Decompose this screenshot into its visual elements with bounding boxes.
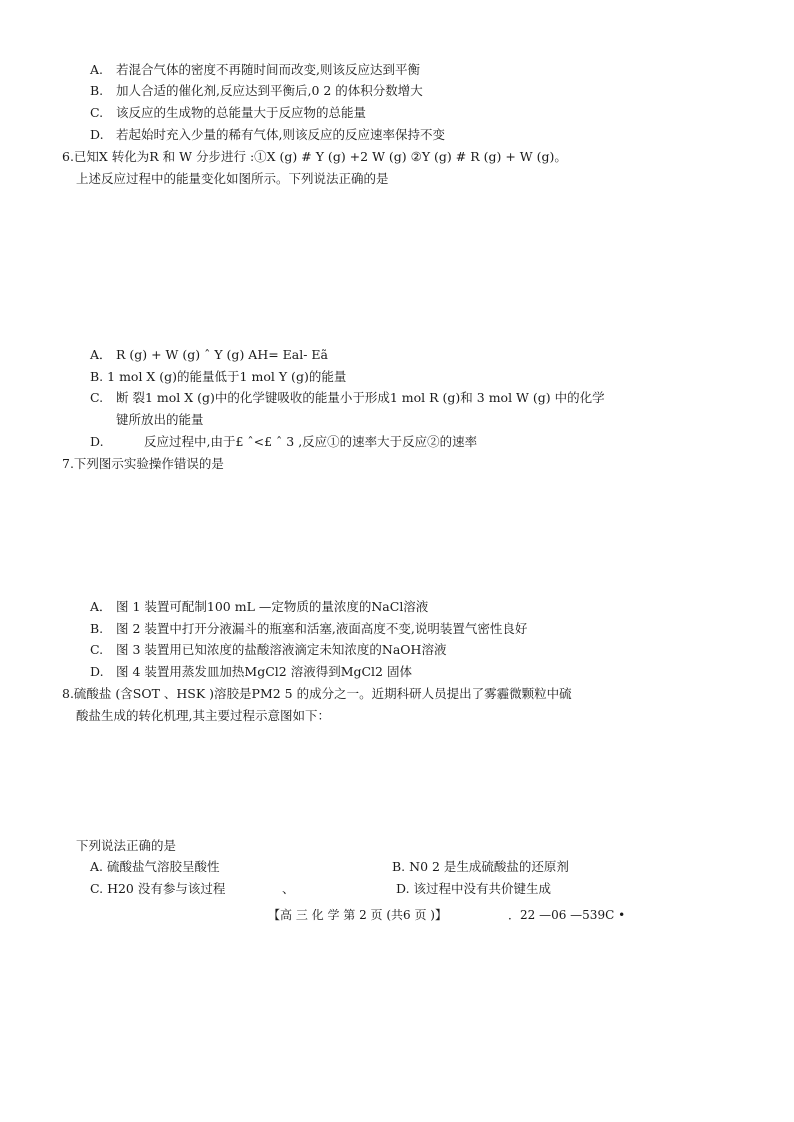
q8-option-b: B. N0 2 是生成硫酸盐的还原剂 [392, 859, 569, 874]
q6-option-a-text: R (g) + W (g) ˆ Y (g) AH= Eal- Eã [116, 347, 329, 362]
q6-option-d-letter: D. [90, 434, 104, 449]
q5-option-a-text: 若混合气体的密度不再随时间而改变,则该反应达到平衡 [116, 62, 420, 77]
q7-option-d-letter: D. [90, 664, 104, 679]
q5-option-b-text: 加人合适的催化剂,反应达到平衡后,0 2 的体积分数增大 [116, 83, 423, 98]
q8-option-c: C. H20 没有参与该过程 [90, 881, 226, 896]
q6-option-b-letter: B. [90, 369, 104, 384]
q7-option-d-text: 图 4 装置用蒸发皿加热MgCl2 溶液得到MgCl2 固体 [116, 664, 412, 679]
q5-option-a-letter: A. [90, 62, 104, 77]
q8-stem-line2: 酸盐生成的转化机理,其主要过程示意图如下： [76, 708, 330, 723]
q8-option-a: A. 硫酸盐气溶胶呈酸性 [90, 859, 220, 874]
q6-option-a [90, 347, 328, 363]
q5-option-d [90, 127, 445, 143]
q5-option-c-letter: C. [90, 105, 104, 120]
q7-option-b-text: 图 2 装置中打开分液漏斗的瓶塞和活塞,液面高度不变,说明装置气密性良好 [116, 621, 528, 636]
q6-option-d [90, 434, 477, 450]
page-footer-left: 【高 三 化 学 第 2 页 (共6 页 )】 [268, 908, 447, 922]
q5-option-d-letter: D. [90, 127, 104, 142]
page-footer-right: ．22 —06 —539C • [508, 908, 626, 922]
q7-option-a-letter: A． [90, 599, 112, 614]
q6-option-c-letter: C. [90, 390, 104, 405]
q6-option-c [90, 390, 605, 406]
q6-stem-line2: 上述反应过程中的能量变化如图所示。下列说法正确的是 [76, 171, 389, 186]
q7-option-c-text: 图 3 装置用已知浓度的盐酸溶液滴定未知浓度的NaOH溶液 [116, 642, 447, 657]
q7-option-b [90, 621, 527, 637]
q6-option-d-text: 反应过程中,由于£ ˆ<£ ˆ 3 ,反应①的速率大于反应②的速率 [144, 434, 478, 449]
q8-stem-line1: 8.硫酸盐 (含SOT 、HSK )溶胶是PM2 5 的成分之一。近期科研人员提出了雾霾微颗粒中硫 [62, 686, 572, 701]
q8-option-d: D. 该过程中没有共价键生成 [396, 881, 552, 896]
q7-option-c-letter: C. [90, 642, 104, 657]
q7-stem: 7.下列图示实验操作错误的是 [62, 456, 224, 471]
q7-option-d [90, 664, 412, 680]
q6-option-c-text: 断 裂1 mol X (g)中的化学键吸收的能量小于形成1 mol R (g)和 3 mol W (g) 中的化学 [116, 390, 605, 405]
q8-stray-mark: 、 [282, 881, 295, 896]
q6-option-a-letter: A． [90, 347, 112, 362]
q5-option-c-text: 该反应的生成物的总能量大于反应物的总能量 [116, 105, 367, 120]
q6-option-c-cont: 键所放出的能量 [116, 412, 204, 427]
q7-option-c [90, 642, 446, 658]
q6-stem-line1: 6.已知X 转化为R 和 W 分步进行 :①X (g) # Y (g) +2 W (g) ②Y (g) # R (g) + W (g)。 [62, 149, 567, 164]
q5-option-c [90, 105, 366, 121]
q5-option-d-text: 若起始时充入少量的稀有气体,则该反应的反应速率保持不变 [116, 127, 445, 142]
q5-option-b-letter: B. [90, 83, 104, 98]
q5-option-a [90, 62, 420, 78]
q6-option-b-text: 1 mol X (g)的能量低于1 mol Y (g)的能量 [107, 369, 347, 384]
q5-option-b [90, 83, 423, 99]
q7-option-a [90, 599, 428, 615]
q7-option-b-letter: B. [90, 621, 104, 636]
q8-prompt: 下列说法正确的是 [76, 838, 177, 853]
q7-option-a-text: 图 1 装置可配制100 mL —定物质的量浓度的NaCl溶液 [116, 599, 429, 614]
q6-option-b [90, 369, 346, 385]
